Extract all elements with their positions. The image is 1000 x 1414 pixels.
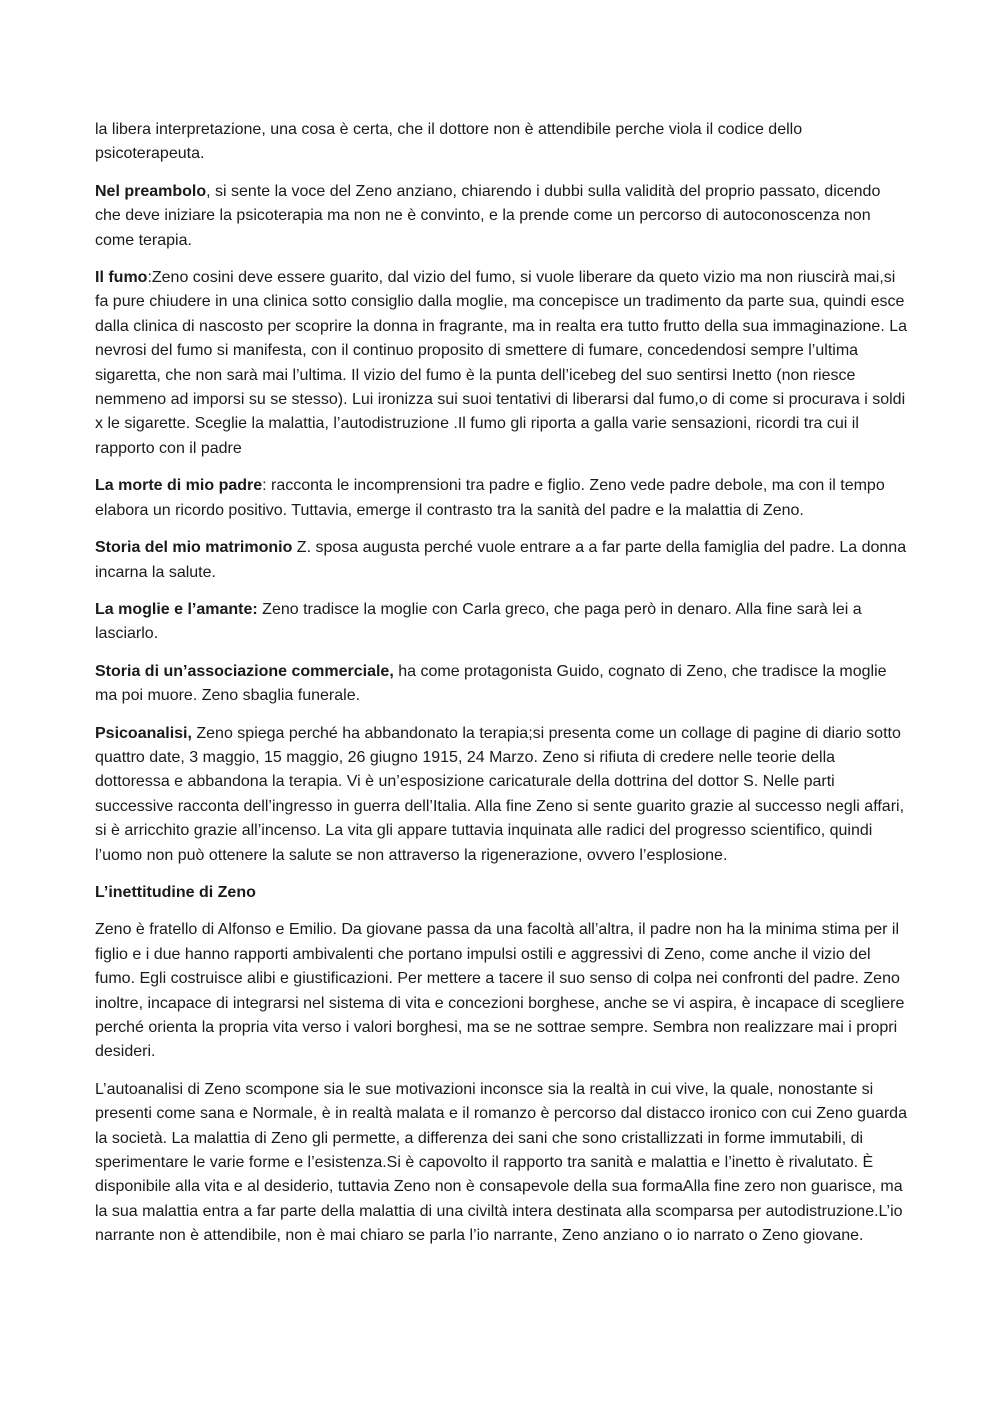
- paragraph-text: : racconta le incomprensioni tra padre e figlio. Zeno vede padre debole, ma con il tempo elabora un ricordo positivo. Tuttavia, emerge il contrasto tra la sanità del padre e la malattia di Zeno.: [95, 477, 885, 519]
- paragraph-text: Zeno è fratello di Alfonso e Emilio. Da giovane passa da una facoltà all’altra, il padre non ha la minima stima per il figlio e i due hanno rapporti ambivalenti che portano impulsi ostili e aggressivi di Zeno, come anche il vizio del fumo. Egli costruisce alibi e giustificazioni. Per mettere a tacere il suo senso di colpa nei confronti del padre. Zeno inoltre, incapace di integrarsi nel sistema di vita e concezioni borghese, anche se vi aspira, è incapace di scegliere perché orienta la propria vita verso i valori borghesi, ma se ne sottrae sempre. Sembra non realizzare mai i propri desideri.: [95, 921, 905, 1061]
- paragraph-bold: La morte di mio padre: [95, 477, 263, 495]
- paragraph-text: L’autoanalisi di Zeno scompone sia le sue motivazioni inconsce sia la realtà in cui vive, la quale, nonostante si presenti come sana e Normale, è in realtà malata e il romanzo è percorso dal distacco ironico con cui Zeno guarda la società. La malattia di Zeno gli permette, a differenza dei sani che sono cristallizzati in forme immutabili, di sperimentare le varie forme e l’esistenza.Si è capovolto il rapporto tra sanità e malattia e l’inetto è rivalutato. È disponibile alla vita e al desiderio, tuttavia Zeno non è consapevole della sua formaAlla fine zero non guarisce, ma la sua malattia entra a far parte della malattia di una civiltà intera destinata alla scomparsa per autodistruzione.L’io narrante non è attendibile, non è mai chiaro se parla l’io narrante, Zeno anziano o io narrato o Zeno giovane.: [95, 1080, 907, 1245]
- paragraph-bold: La moglie e l’amante:: [95, 600, 258, 618]
- paragraph-text: :Zeno cosini deve essere guarito, dal vizio del fumo, si vuole liberare da queto vizio ma non riuscirà mai,si fa pure chiudere in una clinica sotto consiglio dalla moglie, ma concepisce un tradimento da parte sua, quindi esce dalla clinica di nascosto per scoprire la donna in fragrante, ma in realta era tutto frutto della sua immaginazione. La nevrosi del fumo si manifesta, con il continuo proposito di smettere di fumare, concedendosi sempre l’ultima sigaretta, che non sarà mai l’ultima. Il vizio del fumo è la punta dell’icebeg del suo sentirsi Inetto (non riesce nemmeno ad imporsi su se stesso). Lui ironizza sui suoi tentativi di liberarsi dal fumo,o di come si procurava i soldi x le sigarette. Sceglie la malattia, l’autodistruzione .Il fumo gli riporta a galla varie sensazioni, ricordi tra cui il rapporto con il padre: [95, 269, 908, 457]
- paragraph-bold: Psicoanalisi,: [95, 724, 192, 742]
- document-body: [95, 118, 907, 1262]
- paragraph-bold: Il fumo: [95, 269, 148, 287]
- paragraph-intro: [95, 118, 907, 167]
- paragraph-text: ha come protagonista Guido, cognato di Zeno, che tradisce la moglie ma poi muore. Zeno sbaglia funerale.: [95, 662, 887, 705]
- paragraph-text: la libera interpretazione, una cosa è certa, che il dottore non è attendibile perche viola il codice dello psicoterapeuta.: [95, 121, 803, 163]
- paragraph-autoanalisi: [95, 1078, 907, 1249]
- paragraph-bold: Storia del mio matrimonio: [95, 539, 293, 557]
- paragraph-preambolo: [95, 180, 907, 253]
- paragraph-fumo: [95, 266, 907, 461]
- paragraph-moglie-amante: [95, 598, 907, 647]
- paragraph-bold: Nel preambolo: [95, 182, 207, 200]
- paragraph-text: Zeno tradisce la moglie con Carla greco, che paga però in denaro. Alla fine sarà lei a lasciarlo.: [95, 600, 862, 643]
- paragraph-bold: Storia di un’associazione commerciale,: [95, 662, 394, 680]
- paragraph-text: , si sente la voce del Zeno anziano, chiarendo i dubbi sulla validità del proprio passato, dicendo che deve iniziare la psicoterapia ma non ne è convinto, e la prende come un percorso di autoconoscenza non come terapia.: [95, 182, 881, 249]
- paragraph-inettitudine: [95, 918, 907, 1064]
- paragraph-matrimonio: [95, 536, 907, 585]
- section-heading: L’inettitudine di Zeno: [95, 883, 256, 901]
- paragraph-text: Z. sposa augusta perché vuole entrare a a far parte della famiglia del padre. La donna incarna la salute.: [95, 539, 907, 581]
- paragraph-morte-padre: [95, 474, 907, 523]
- section-heading-inettitudine: [95, 881, 907, 905]
- paragraph-associazione: [95, 660, 907, 709]
- paragraph-psicoanalisi: [95, 722, 907, 868]
- paragraph-text: Zeno spiega perché ha abbandonato la terapia;si presenta come un collage di pagine di diario sotto quattro date, 3 maggio, 15 maggio, 26 giugno 1915, 24 Marzo. Zeno si rifiuta di credere nelle teorie della dottoressa e abbandona la terapia. Vi è un’esposizione caricaturale della dottrina del dottor S. Nelle parti successive racconta dell’ingresso in guerra dell’Italia. Alla fine Zeno si sente guarito grazie al successo negli affari, si è arricchito grazie all’incenso. La vita gli appare tuttavia inquinata alle radici del progresso scientifico, quindi l’uomo non può ottenere la salute se non attraverso la rigenerazione, ovvero l’esplosione.: [95, 724, 905, 864]
